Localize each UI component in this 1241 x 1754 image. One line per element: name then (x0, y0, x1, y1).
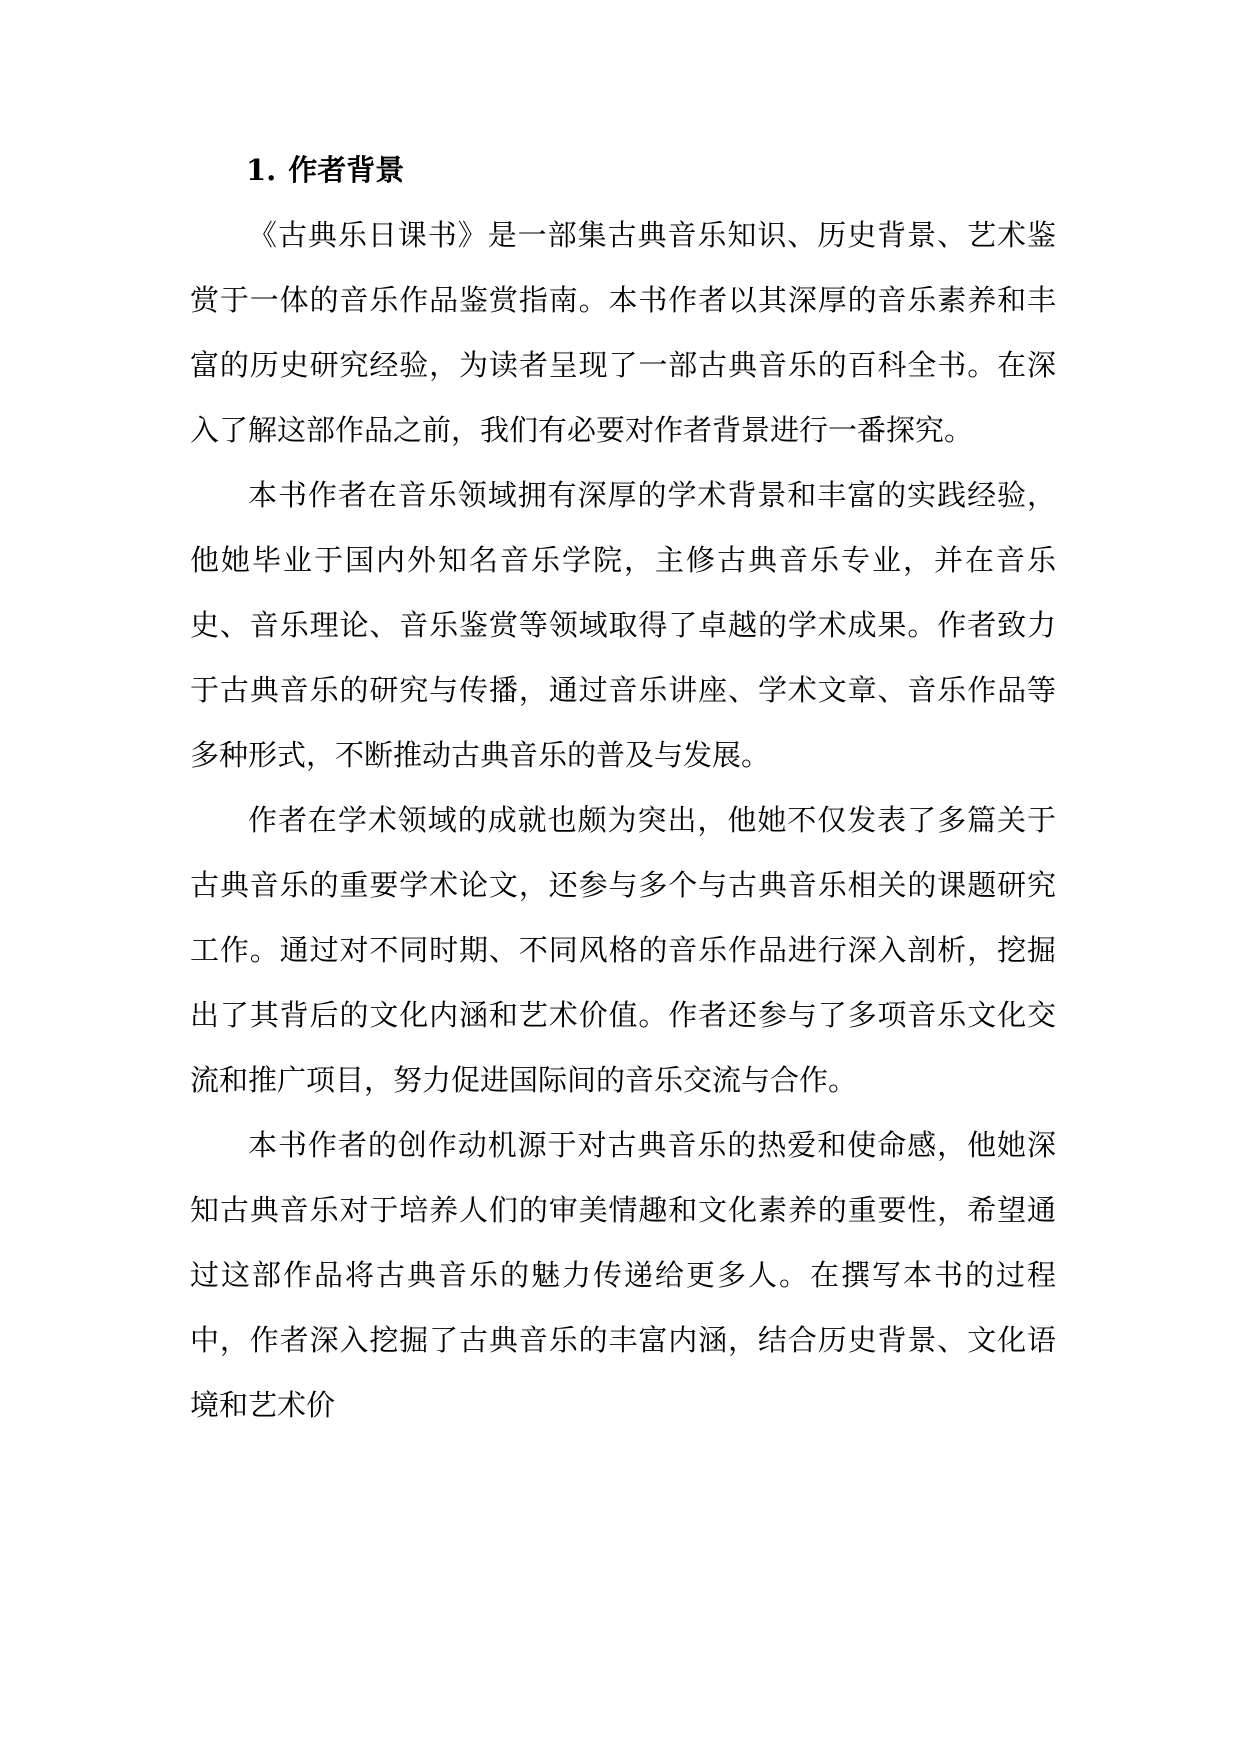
section-heading (246, 148, 404, 189)
paragraph-3: 作者在学术领域的成就也颇为突出，他她不仅发表了多篇关于古典音乐的重要学术论文，还参与多个与古典音乐相关的课题研究工作。通过对不同时期、不同风格的音乐作品进行深入剖析，挖掘出了其背后的文化内涵和艺术价值。作者还参与了多项音乐文化交流和推广项目，努力促进国际间的音乐交流与合作。 (190, 803, 1056, 1097)
section-title: 作者背景 (288, 153, 405, 187)
section-number: 1. (246, 153, 277, 187)
paragraph-4: 本书作者的创作动机源于对古典音乐的热爱和使命感，他她深知古典音乐对于培养人们的审美情趣和文化素养的重要性，希望通过这部作品将古典音乐的魅力传递给更多人。在撰写本书的过程中，作者深入挖掘了古典音乐的丰富内涵，结合历史背景、文化语境和艺术价 (190, 1128, 1056, 1422)
body-text (190, 203, 1056, 1438)
paragraph-1: 《古典乐日课书》是一部集古典音乐知识、历史背景、艺术鉴赏于一体的音乐作品鉴赏指南。本书作者以其深厚的音乐素养和丰富的历史研究经验，为读者呈现了一部古典音乐的百科全书。在深入了解这部作品之前，我们有必要对作者背景进行一番探究。 (190, 218, 1056, 447)
paragraph-2: 本书作者在音乐领域拥有深厚的学术背景和丰富的实践经验，他她毕业于国内外知名音乐学院，主修古典音乐专业，并在音乐史、音乐理论、音乐鉴赏等领域取得了卓越的学术成果。作者致力于古典音乐的研究与传播，通过音乐讲座、学术文章、音乐作品等多种形式，不断推动古典音乐的普及与发展。 (190, 478, 1056, 772)
